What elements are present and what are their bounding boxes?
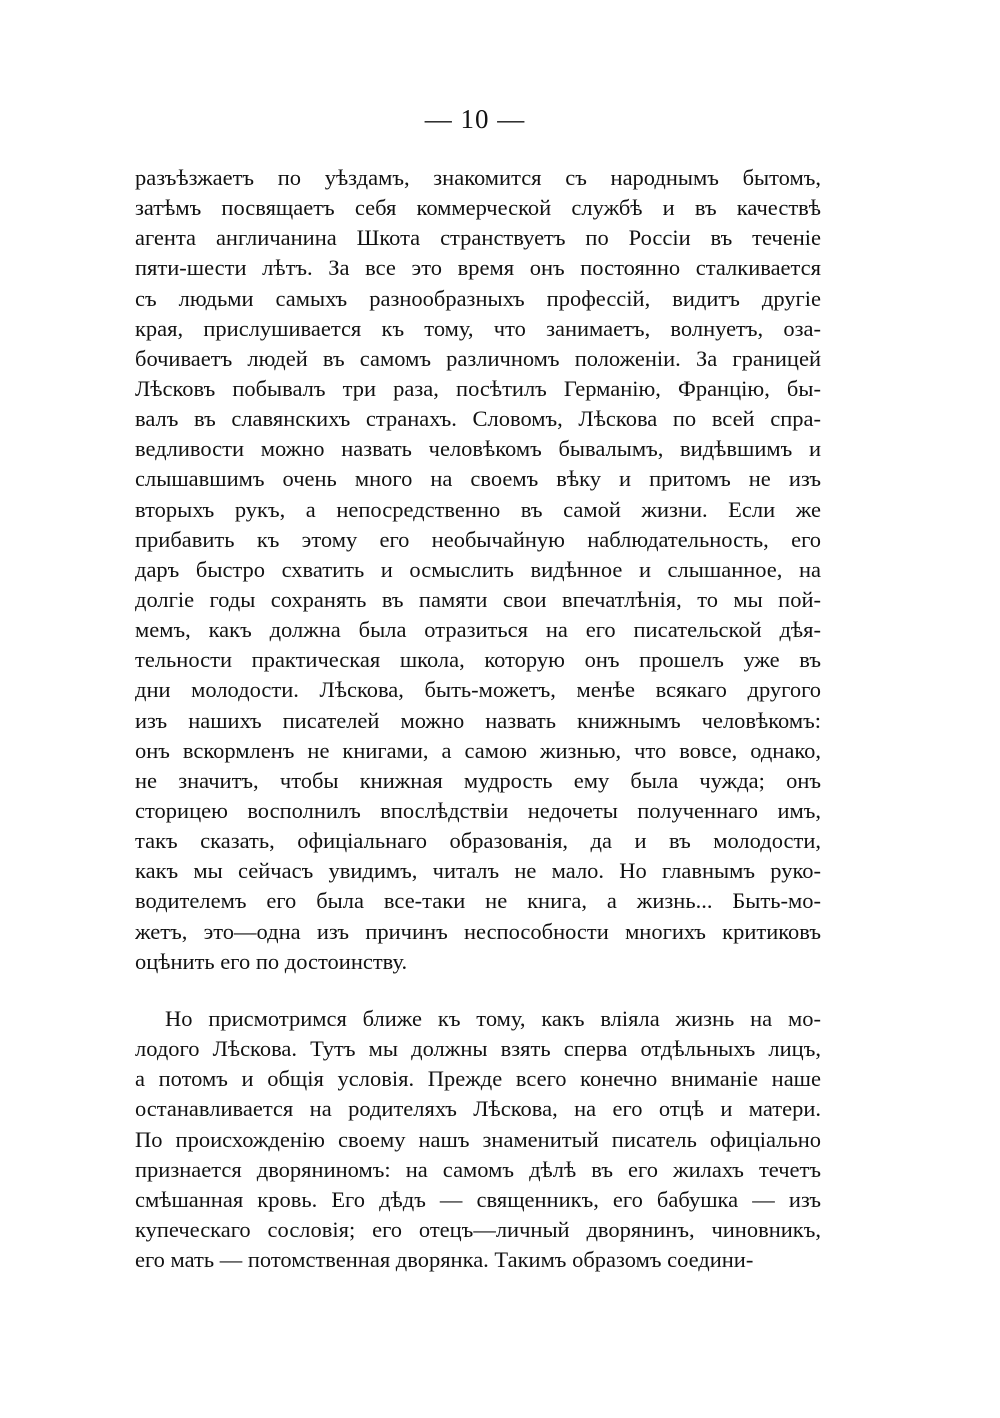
text-line: онъ вскормленъ не книгами, а самою жизнью, что вовсе, однако, (135, 737, 821, 763)
text-line: дни молодости. Лѣскова, быть-можетъ, менѣе всякаго другого (135, 677, 821, 703)
text-line: а потомъ и общія условія. Прежде всего конечно вниманіе наше (135, 1066, 821, 1092)
text-line: разъѣзжаетъ по уѣздамъ, знакомится съ народнымъ бытомъ, (135, 165, 821, 190)
text-line: признается дворяниномъ: на самомъ дѣлѣ въ его жилахъ течетъ (135, 1156, 821, 1182)
text-line: такъ сказать, офиціальнаго образованія, да и въ молодости, (135, 828, 821, 854)
text-line: бочиваетъ людей въ самомъ различномъ положеніи. За границей (135, 345, 821, 371)
text-line: валъ въ славянскихъ странахъ. Словомъ, Лѣскова по всей спра- (135, 406, 821, 432)
text-line: долгіе годы сохранять въ памяти свои впечатлѣнія, то мы пой- (135, 586, 821, 612)
text-line: изъ нашихъ писателей можно назвать книжнымъ человѣкомъ: (135, 707, 821, 733)
text-line: сторицею восполнилъ впослѣдствіи недочеты полученнаго имъ, (135, 797, 821, 823)
text-line: купеческаго сословія; его отецъ—личный дворянинъ, чиновникъ, (135, 1216, 821, 1242)
text-line: вторыхъ рукъ, а непосредственно въ самой жизни. Если же (135, 496, 821, 522)
text-line: оцѣнить его по достоинству. (135, 948, 408, 974)
text-line: прибавить къ этому его необычайную наблюдательность, его (135, 526, 821, 552)
text-line: не значитъ, чтобы книжная мудрость ему была чужда; онъ (135, 767, 821, 793)
text-line: смѣшанная кровь. Его дѣдъ — священникъ, его бабушка — изъ (135, 1186, 821, 1212)
text-line: слышавшимъ очень много на своемъ вѣку и притомъ не изъ (135, 466, 821, 492)
text-line: останавливается на родителяхъ Лѣскова, на его отцѣ и матери. (135, 1096, 821, 1122)
text-line: съ людьми самыхъ разнообразныхъ профессій, видитъ другіе (135, 285, 821, 311)
text-line: агента англичанина Шкота странствуетъ по Россіи въ теченіе (135, 225, 821, 251)
text-line: края, прислушивается къ тому, что занимаетъ, волнуетъ, оза- (135, 315, 821, 341)
text-line: лодого Лѣскова. Тутъ мы должны взять сперва отдѣльныхъ лицъ, (135, 1036, 821, 1062)
text-line: Лѣсковъ побывалъ три раза, посѣтилъ Германію, Францію, бы- (135, 375, 821, 401)
text-line: жетъ, это—одна изъ причинъ неспособности многихъ критиковъ (135, 918, 821, 944)
text-line: тельности практическая школа, которую онъ прошелъ уже въ (135, 647, 821, 673)
text-line: Но присмотримся ближе къ тому, какъ вліяла жизнь на мо- (165, 1006, 821, 1031)
paragraph-1 (135, 163, 821, 977)
text-line: даръ быстро схватить и осмыслить видѣнное и слышанное, на (135, 556, 821, 582)
page-number: — 10 — (424, 104, 526, 134)
text-line: водителемъ его была все-таки не книга, а жизнь... Быть-мо- (135, 888, 821, 914)
text-line: По происхожденію своему нашъ знаменитый писатель офиціально (135, 1126, 821, 1152)
text-line: его мать — потомственная дворянка. Такимъ образомъ соедини- (135, 1247, 754, 1273)
text-line: ведливости можно назвать человѣкомъ бывалымъ, видѣвшимъ и (135, 436, 821, 462)
text-line: пяти-шести лѣтъ. За все это время онъ постоянно сталкивается (135, 255, 821, 281)
text-line: затѣмъ посвящаетъ себя коммерческой службѣ и въ качествѣ (135, 195, 821, 221)
text-line: мемъ, какъ должна была отразиться на его писательской дѣя- (135, 617, 821, 643)
text-line: какъ мы сейчасъ увидимъ, читалъ не мало. Но главнымъ руко- (135, 858, 821, 884)
paragraph-2 (135, 1004, 821, 1275)
